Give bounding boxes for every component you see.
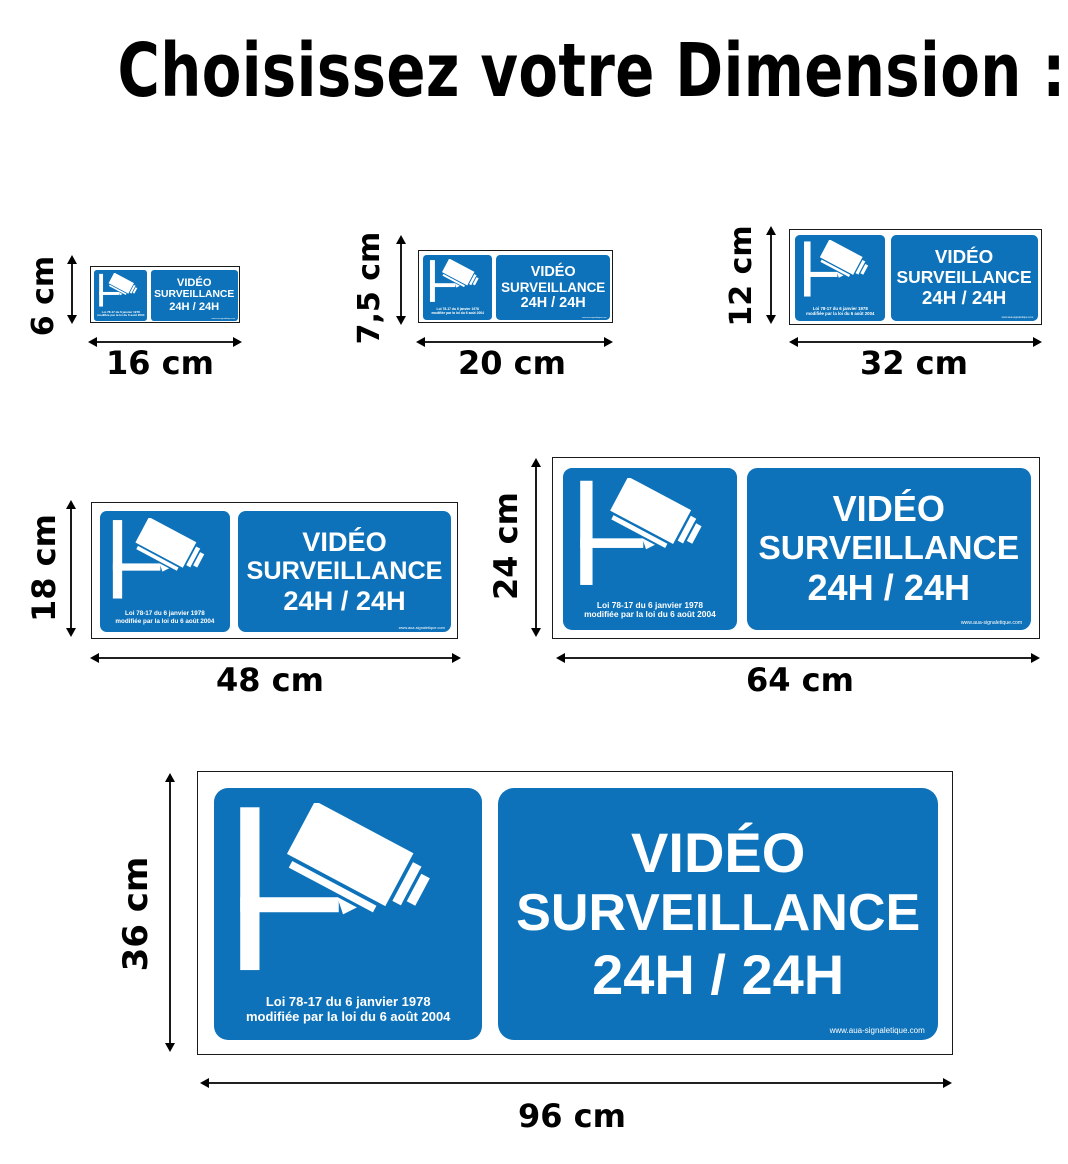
- arrowhead: [90, 653, 99, 663]
- law-line-1: Loi 78-17 du 6 janvier 1978: [812, 305, 868, 311]
- law-line-1: Loi 78-17 du 6 janvier 1978: [125, 610, 205, 618]
- law-line-1: Loi 78-17 du 6 janvier 1978: [596, 599, 703, 610]
- arrowhead: [1033, 337, 1042, 347]
- headline-line3: 24H / 24H: [283, 584, 406, 616]
- headline-line3: 24H / 24H: [520, 295, 586, 312]
- arrowhead: [416, 337, 425, 347]
- width-label: 48 cm: [216, 661, 324, 700]
- arrowhead: [67, 315, 77, 324]
- height-label: 24 cm: [487, 492, 525, 600]
- arrowhead: [165, 1043, 175, 1052]
- arrowhead: [1031, 653, 1040, 663]
- law-line-1: Loi 78-17 du 6 janvier 1978: [265, 994, 431, 1010]
- arrowhead: [396, 235, 406, 244]
- width-label: 20 cm: [458, 344, 566, 383]
- arrowhead: [531, 628, 541, 637]
- website-text: www.aua-signaletique.com: [1001, 315, 1034, 319]
- arrowhead: [66, 500, 76, 509]
- headline-line1: VIDÉO: [176, 276, 212, 289]
- width-label: 96 cm: [518, 1097, 626, 1136]
- law-line-2: modifiée par la loi du 6 août 2004: [97, 313, 145, 318]
- headline-line3: 24H / 24H: [592, 942, 845, 1006]
- headline-line1: VIDÉO: [530, 263, 576, 280]
- arrowhead: [604, 337, 613, 347]
- arrowhead: [452, 653, 461, 663]
- arrowhead: [531, 458, 541, 467]
- headline-line2: SURVEILLANCE: [516, 884, 921, 943]
- headline-line3: 24H / 24H: [921, 287, 1007, 309]
- height-label: 12 cm: [724, 225, 759, 327]
- website-text: www.aua-signaletique.com: [582, 316, 607, 319]
- website-text: www.aua-signaletique.com: [398, 624, 445, 630]
- headline-line1: VIDÉO: [631, 820, 806, 884]
- headline-line2: SURVEILLANCE: [246, 557, 443, 586]
- arrowhead: [200, 1078, 209, 1088]
- law-line-2: modifiée par la loi du 6 août 2004: [431, 311, 485, 316]
- arrowhead: [88, 337, 97, 347]
- headline-line2: SURVEILLANCE: [896, 266, 1032, 287]
- arrowhead: [556, 653, 565, 663]
- headline-line3: 24H / 24H: [807, 567, 971, 609]
- headline-line2: SURVEILLANCE: [154, 289, 235, 301]
- headline-line2: SURVEILLANCE: [501, 279, 606, 295]
- law-line-1: Loi 78-17 du 6 janvier 1978: [436, 307, 479, 312]
- height-label: 6 cm: [26, 255, 61, 337]
- law-line-2: modifiée par la loi du 6 août 2004: [115, 617, 215, 625]
- headline-line2: SURVEILLANCE: [758, 530, 1020, 568]
- website-text: www.aua-signaletique.com: [211, 317, 236, 320]
- arrowhead: [766, 226, 776, 235]
- law-line-2: modifiée par la loi du 6 août 2004: [806, 310, 875, 316]
- website-text: www.aua-signaletique.com: [960, 620, 1023, 627]
- page-title: Choisissez votre Dimension :: [117, 28, 1066, 114]
- arrowhead: [396, 316, 406, 325]
- arrowhead: [233, 337, 242, 347]
- arrowhead: [67, 255, 77, 264]
- arrowhead: [66, 628, 76, 637]
- height-label: 18 cm: [25, 514, 63, 622]
- law-line-2: modifiée par la loi du 6 août 2004: [245, 1008, 451, 1024]
- arrowhead: [789, 337, 798, 347]
- width-label: 32 cm: [860, 344, 968, 383]
- headline-line1: VIDÉO: [832, 488, 945, 530]
- headline-line1: VIDÉO: [302, 525, 387, 557]
- height-label: 36 cm: [116, 856, 156, 972]
- width-label: 16 cm: [106, 344, 214, 383]
- headline-line3: 24H / 24H: [169, 300, 220, 313]
- law-line-2: modifiée par la loi du 6 août 2004: [584, 609, 716, 620]
- website-text: www.aua-signaletique.com: [829, 1025, 925, 1035]
- arrowhead: [766, 315, 776, 324]
- law-line-1: Loi 78-17 du 6 janvier 1978: [101, 309, 140, 314]
- height-label: 7,5 cm: [352, 231, 387, 345]
- arrowhead: [165, 773, 175, 782]
- width-label: 64 cm: [746, 661, 854, 700]
- headline-line1: VIDÉO: [934, 246, 994, 268]
- arrowhead: [943, 1078, 952, 1088]
